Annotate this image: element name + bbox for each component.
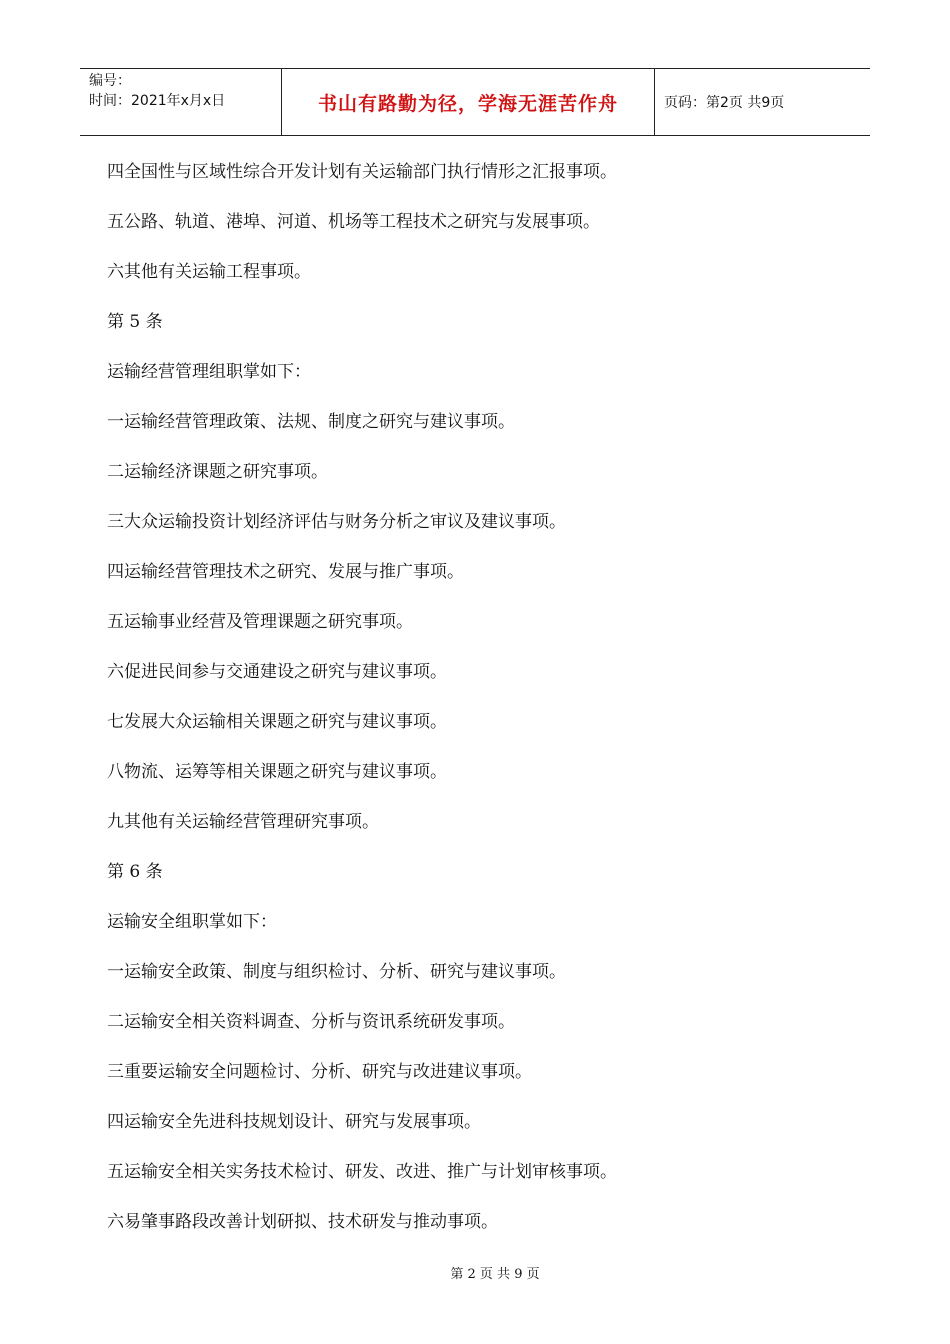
paragraph: 运输经营管理组职掌如下： (107, 362, 311, 382)
document-body (107, 160, 867, 1260)
paragraph: 三大众运输投资计划经济评估与财务分析之审议及建议事项。 (107, 512, 566, 532)
paragraph: 运输安全组职掌如下： (107, 912, 277, 932)
paragraph: 二运输经济课题之研究事项。 (107, 462, 328, 482)
motto-text: 书山有路勤为径，学海无涯苦作舟 (317, 92, 618, 115)
header-page-cell (655, 69, 870, 135)
paragraph: 五运输事业经营及管理课题之研究事项。 (107, 612, 413, 632)
paragraph: 四全国性与区域性综合开发计划有关运输部门执行情形之汇报事项。 (107, 162, 617, 182)
article-heading: 第 5 条 (107, 312, 163, 332)
serial-number-label: 编号： (89, 73, 131, 89)
paragraph: 七发展大众运输相关课题之研究与建议事项。 (107, 712, 447, 732)
date-label: 时间：2021年x月x日 (89, 93, 226, 109)
paragraph: 四运输安全先进科技规划设计、研究与发展事项。 (107, 1112, 481, 1132)
paragraph: 六易肇事路段改善计划研拟、技术研发与推动事项。 (107, 1212, 498, 1232)
header-motto-cell (282, 69, 655, 135)
paragraph: 三重要运输安全问题检讨、分析、研究与改进建议事项。 (107, 1062, 532, 1082)
paragraph: 五公路、轨道、港埠、河道、机场等工程技术之研究与发展事项。 (107, 212, 600, 232)
paragraph: 五运输安全相关实务技术检讨、研发、改进、推广与计划审核事项。 (107, 1162, 617, 1182)
page-info: 页码：第2页 共9页 (664, 95, 785, 111)
paragraph: 六其他有关运输工程事项。 (107, 262, 311, 282)
article-heading: 第 6 条 (107, 862, 163, 882)
paragraph: 九其他有关运输经营管理研究事项。 (107, 812, 379, 832)
page-footer: 第 2 页 共 9 页 (450, 1267, 540, 1282)
paragraph: 八物流、运筹等相关课题之研究与建议事项。 (107, 762, 447, 782)
paragraph: 二运输安全相关资料调查、分析与资讯系统研发事项。 (107, 1012, 515, 1032)
paragraph: 六促进民间参与交通建设之研究与建议事项。 (107, 662, 447, 682)
paragraph: 一运输安全政策、制度与组织检讨、分析、研究与建议事项。 (107, 962, 566, 982)
document-header (80, 68, 870, 136)
paragraph: 一运输经营管理政策、法规、制度之研究与建议事项。 (107, 412, 515, 432)
header-meta-cell (80, 69, 282, 135)
paragraph: 四运输经营管理技术之研究、发展与推广事项。 (107, 562, 464, 582)
